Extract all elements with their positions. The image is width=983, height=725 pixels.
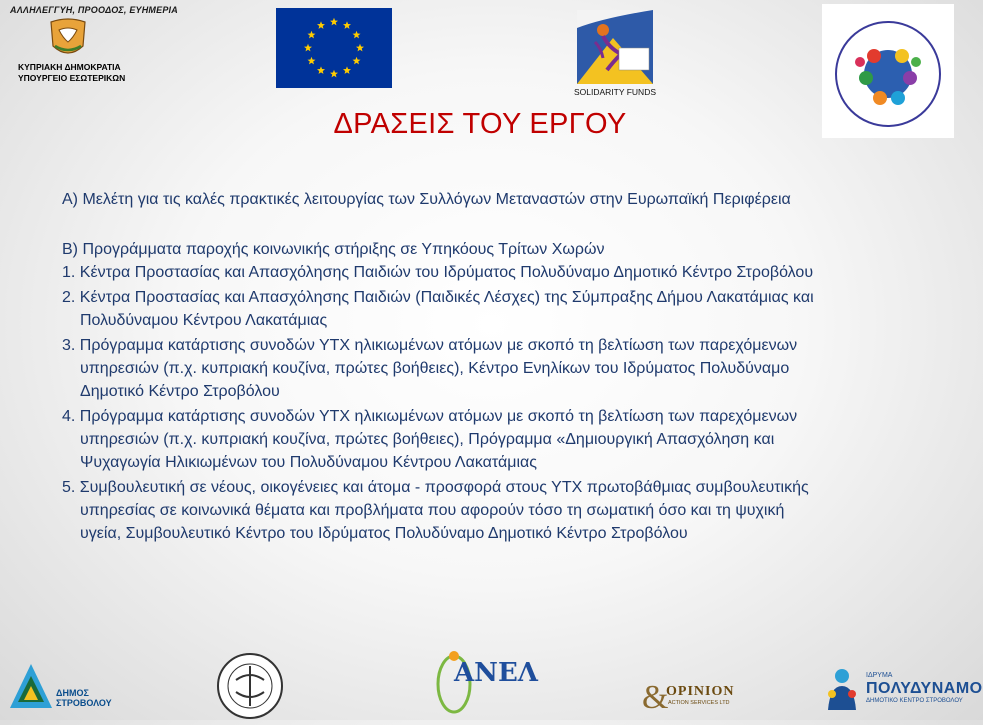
eu-star-icon: [307, 57, 315, 65]
eu-star-icon: [317, 21, 325, 29]
anel-label: ΑΝΕΛ: [454, 658, 538, 688]
strovolos-municipality-logo: [8, 662, 128, 718]
cyprus-logo-line1: ΚΥΠΡΙΑΚΗ ΔΗΜΟΚΡΑΤΙΑ: [18, 62, 121, 72]
eu-star-icon: [307, 31, 315, 39]
cyprus-emblem-icon: [43, 16, 93, 62]
eu-star-icon: [356, 44, 364, 52]
eu-star-icon: [330, 18, 338, 26]
eu-star-icon: [304, 44, 312, 52]
polydynamo-foundation-logo: [820, 664, 983, 718]
polydynamo-top-label: ΙΔΡΥΜΑ: [866, 672, 893, 679]
list-item-text: 4. Πρόγραμμα κατάρτισης συνοδών ΥΤΧ ηλικιωμένων ατόμων με σκοπό τη βελτίωση των παρεχόμενων: [62, 408, 798, 425]
strovolos-emblem-icon: [8, 662, 54, 712]
eu-star-icon: [330, 70, 338, 78]
list-item-continuation: υπηρεσίας σε κοινωνικά θέματα και προβλήματα που αφορούν τόσο τη σωματική όσο και τη ψυχική: [80, 502, 785, 519]
list-item-text: 2. Κέντρα Προστασίας και Απασχόλησης Παιδιών (Παιδικές Λέσχες) της Σύμπραξης Δήμου Λακατάμιας και: [62, 289, 814, 306]
list-item-continuation: Ψυχαγωγία Ηλικιωμένων του Πολυδύναμου Κέντρου Λακατάμιας: [80, 454, 537, 471]
eu-star-icon: [353, 31, 361, 39]
list-item: [62, 334, 912, 403]
eu-star-icon: [343, 66, 351, 74]
list-item-text: 3. Πρόγραμμα κατάρτισης συνοδών ΥΤΧ ηλικιωμένων ατόμων με σκοπό τη βελτίωση των παρεχόμενων: [62, 337, 798, 354]
eu-star-icon: [317, 66, 325, 74]
cyprus-logo-line2: ΥΠΟΥΡΓΕΙΟ ΕΣΩΤΕΡΙΚΩΝ: [18, 73, 126, 83]
opinion-label: OPINION: [666, 684, 735, 699]
svg-text:&: &: [642, 679, 669, 716]
list-item-continuation: Δημοτικό Κέντρο Στροβόλου: [80, 383, 280, 400]
list-item: [62, 261, 912, 284]
opinion-logo: [640, 676, 736, 720]
eu-flag-icon: [276, 8, 392, 88]
eu-star-icon: [353, 57, 361, 65]
section-a-text: Α) Μελέτη για τις καλές πρακτικές λειτουργίας των Συλλόγων Μεταναστών στην Ευρωπαϊκή Περιφέρεια: [62, 191, 791, 208]
opinion-subtitle: ACTION SERVICES LTD: [668, 700, 730, 706]
motto-text: ΑΛΛΗΛΕΓΓΥΗ, ΠΡΟΟΔΟΣ, ΕΥΗΜΕΡΙΑ: [10, 5, 178, 15]
polydynamo-label: ΠΟΛΥΔΥΝΑΜΟ: [866, 680, 983, 697]
polydynamo-subtitle: ΔΗΜΟΤΙΚΟ ΚΕΝΤΡΟ ΣΤΡΟΒΟΛΟΥ: [866, 698, 963, 704]
list-item-continuation: υπηρεσιών (π.χ. κυπριακή κουζίνα, πρώτες βοήθειες), Πρόγραμμα «Δημιουργική Απασχόληση και: [80, 431, 775, 448]
page-title: ΔΡΑΣΕΙΣ ΤΟΥ ΕΡΓΟΥ: [333, 108, 627, 140]
cyprus-ministry-logo: [18, 16, 126, 96]
list-item-continuation: υγεία, Συμβουλευτικό Κέντρο του Ιδρύματος Πολυδύναμο Δημοτικό Κέντρο Στροβόλου: [80, 525, 688, 542]
lakatamia-municipality-logo: [214, 650, 286, 720]
list-item: [62, 286, 912, 332]
list-item: [62, 476, 912, 545]
anel-logo: [432, 646, 538, 718]
list-item-continuation: Πολυδύναμου Κέντρου Λακατάμιας: [80, 312, 328, 329]
list-item-continuation: υπηρεσιών (π.χ. κυπριακή κουζίνα, πρώτες βοήθειες), Κέντρο Ενηλίκων του Ιδρύματος Πολυδύναμο: [80, 360, 790, 377]
list-item-text: 1. Κέντρα Προστασίας και Απασχόλησης Παιδιών του Ιδρύματος Πολυδύναμο Δημοτικό Κέντρο Στροβόλου: [62, 264, 814, 281]
solidarity-funds-label: SOLIDARITY FUNDS: [573, 87, 657, 97]
list-item-text: 5. Συμβουλευτική σε νέους, οικογένειες και άτομα - προσφορά στους ΥΤΧ πρωτοβάθμιας συμβουλευτικής: [62, 479, 809, 496]
solidarity-funds-logo: [573, 8, 657, 100]
eu-star-icon: [343, 21, 351, 29]
action-list: [62, 261, 912, 547]
list-item: [62, 405, 912, 474]
section-b-text: Β) Προγράμματα παροχής κοινωνικής στήριξης σε Υπηκόους Τρίτων Χωρών: [62, 241, 605, 258]
strovolos-label: ΔΗΜΟΣ ΣΤΡΟΒΟΛΟΥ: [56, 688, 112, 708]
